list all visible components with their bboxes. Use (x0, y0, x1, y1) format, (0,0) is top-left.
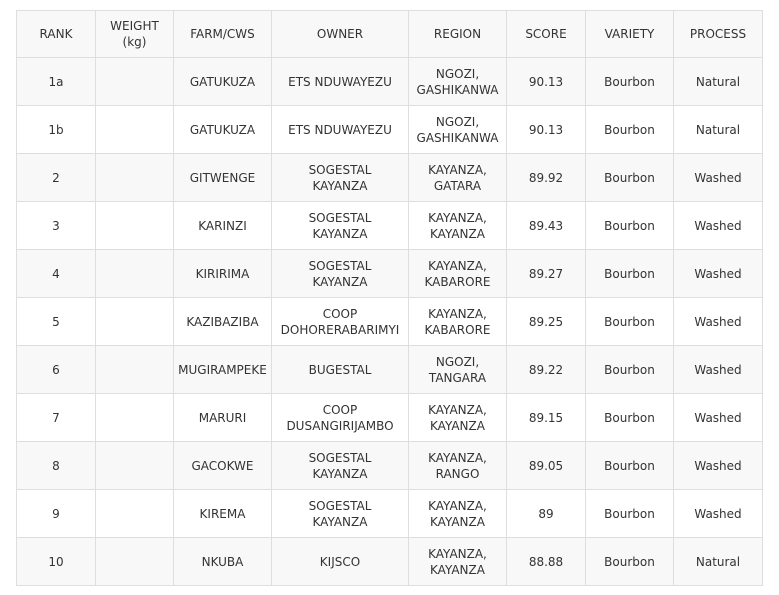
cell-score: 89.43 (507, 202, 586, 250)
cell-farm: KARINZI (174, 202, 272, 250)
cell-farm: KAZIBAZIBA (174, 298, 272, 346)
cell-region: KAYANZA, KAYANZA (409, 202, 507, 250)
cell-weight (96, 202, 174, 250)
cell-variety: Bourbon (586, 394, 674, 442)
cell-rank: 8 (17, 442, 96, 490)
cell-variety: Bourbon (586, 346, 674, 394)
cell-variety: Bourbon (586, 58, 674, 106)
cell-weight (96, 250, 174, 298)
cell-process: Natural (674, 58, 763, 106)
table-row (17, 394, 763, 442)
table-row (17, 154, 763, 202)
table-row (17, 490, 763, 538)
header-owner: OWNER (272, 11, 409, 58)
table-row (17, 538, 763, 586)
cell-owner: COOP DOHORERABARIMYI (272, 298, 409, 346)
header-region: REGION (409, 11, 507, 58)
cell-owner: KIJSCO (272, 538, 409, 586)
cell-rank: 3 (17, 202, 96, 250)
cell-process: Washed (674, 346, 763, 394)
cell-score: 90.13 (507, 58, 586, 106)
cell-rank: 10 (17, 538, 96, 586)
cell-process: Washed (674, 250, 763, 298)
cell-process: Washed (674, 154, 763, 202)
header-row (17, 11, 763, 58)
cell-region: NGOZI, GASHIKANWA (409, 58, 507, 106)
table-row (17, 346, 763, 394)
header-farm: FARM/CWS (174, 11, 272, 58)
cell-score: 89 (507, 490, 586, 538)
table-row (17, 442, 763, 490)
cell-farm: MUGIRAMPEKE (174, 346, 272, 394)
cell-variety: Bourbon (586, 490, 674, 538)
cell-score: 89.25 (507, 298, 586, 346)
table-row (17, 250, 763, 298)
cell-variety: Bourbon (586, 154, 674, 202)
cell-weight (96, 106, 174, 154)
cell-process: Washed (674, 442, 763, 490)
cell-owner: SOGESTAL KAYANZA (272, 250, 409, 298)
cell-rank: 7 (17, 394, 96, 442)
cell-weight (96, 538, 174, 586)
cell-farm: GATUKUZA (174, 106, 272, 154)
table-row (17, 106, 763, 154)
cell-score: 89.15 (507, 394, 586, 442)
cell-score: 89.22 (507, 346, 586, 394)
table-row (17, 58, 763, 106)
cell-owner: BUGESTAL (272, 346, 409, 394)
cell-farm: GACOKWE (174, 442, 272, 490)
cell-rank: 1b (17, 106, 96, 154)
cell-process: Natural (674, 106, 763, 154)
cell-farm: KIREMA (174, 490, 272, 538)
cell-weight (96, 346, 174, 394)
cell-farm: KIRIRIMA (174, 250, 272, 298)
cell-process: Washed (674, 202, 763, 250)
cell-region: KAYANZA, RANGO (409, 442, 507, 490)
cell-owner: SOGESTAL KAYANZA (272, 490, 409, 538)
cell-weight (96, 154, 174, 202)
cell-farm: NKUBA (174, 538, 272, 586)
cell-region: NGOZI, GASHIKANWA (409, 106, 507, 154)
cell-rank: 1a (17, 58, 96, 106)
cell-rank: 2 (17, 154, 96, 202)
cell-region: KAYANZA, GATARA (409, 154, 507, 202)
cell-region: NGOZI, TANGARA (409, 346, 507, 394)
cell-weight (96, 394, 174, 442)
cell-weight (96, 58, 174, 106)
cell-owner: SOGESTAL KAYANZA (272, 202, 409, 250)
cell-region: KAYANZA, KAYANZA (409, 394, 507, 442)
header-rank: RANK (17, 11, 96, 58)
cell-process: Washed (674, 394, 763, 442)
cell-weight (96, 442, 174, 490)
cell-score: 89.05 (507, 442, 586, 490)
cell-variety: Bourbon (586, 442, 674, 490)
cell-process: Natural (674, 538, 763, 586)
results-table (16, 10, 763, 586)
cell-variety: Bourbon (586, 538, 674, 586)
cell-region: KAYANZA, KABARORE (409, 250, 507, 298)
cell-owner: ETS NDUWAYEZU (272, 106, 409, 154)
table-row (17, 202, 763, 250)
header-variety: VARIETY (586, 11, 674, 58)
cell-farm: GATUKUZA (174, 58, 272, 106)
cell-score: 90.13 (507, 106, 586, 154)
cell-rank: 4 (17, 250, 96, 298)
table-header (17, 11, 763, 58)
cell-owner: COOP DUSANGIRIJAMBO (272, 394, 409, 442)
table-body (17, 58, 763, 586)
cell-region: KAYANZA, KABARORE (409, 298, 507, 346)
cell-farm: MARURI (174, 394, 272, 442)
cell-score: 88.88 (507, 538, 586, 586)
cell-variety: Bourbon (586, 202, 674, 250)
cell-process: Washed (674, 298, 763, 346)
header-process: PROCESS (674, 11, 763, 58)
cell-variety: Bourbon (586, 106, 674, 154)
cell-rank: 9 (17, 490, 96, 538)
cell-owner: SOGESTAL KAYANZA (272, 154, 409, 202)
cell-region: KAYANZA, KAYANZA (409, 538, 507, 586)
table-row (17, 298, 763, 346)
cell-weight (96, 298, 174, 346)
cell-owner: ETS NDUWAYEZU (272, 58, 409, 106)
cell-rank: 5 (17, 298, 96, 346)
cell-farm: GITWENGE (174, 154, 272, 202)
cell-owner: SOGESTAL KAYANZA (272, 442, 409, 490)
cell-score: 89.27 (507, 250, 586, 298)
cell-process: Washed (674, 490, 763, 538)
header-weight: WEIGHT (kg) (96, 11, 174, 58)
cell-rank: 6 (17, 346, 96, 394)
cell-variety: Bourbon (586, 250, 674, 298)
cell-weight (96, 490, 174, 538)
cell-variety: Bourbon (586, 298, 674, 346)
cell-score: 89.92 (507, 154, 586, 202)
header-score: SCORE (507, 11, 586, 58)
cell-region: KAYANZA, KAYANZA (409, 490, 507, 538)
